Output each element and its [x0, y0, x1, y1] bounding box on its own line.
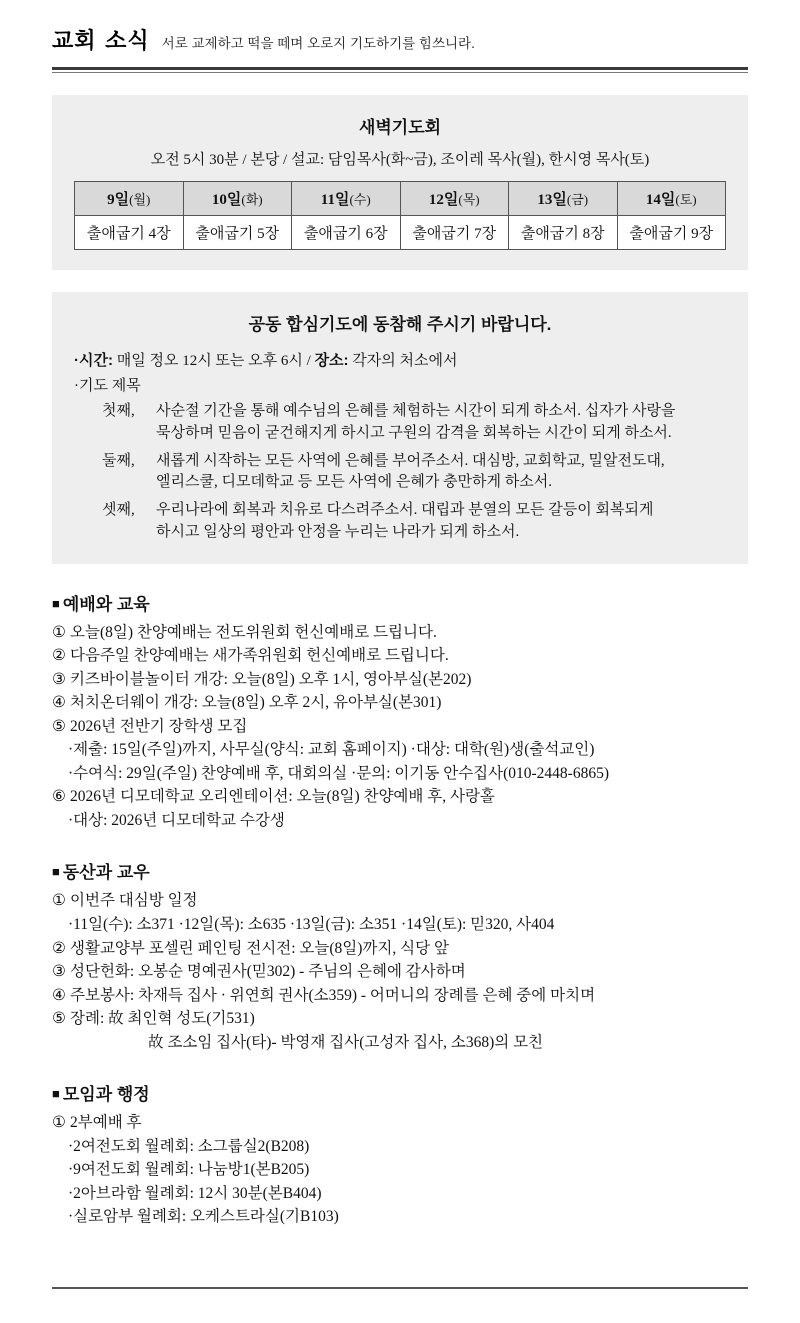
dawn-day-header: 12일(목): [400, 182, 509, 216]
square-bullet-icon: ■: [52, 864, 60, 880]
list-subitem: [52, 738, 748, 762]
prayer-topic: [74, 500, 726, 544]
list-item: [52, 1007, 748, 1031]
time-value: 매일 정오 12시 또는 오후 6시 /: [112, 353, 315, 369]
dawn-reading-cell: 출애굽기 6장: [292, 216, 401, 250]
joint-prayer-time-row: [74, 349, 726, 370]
section-heading: [52, 1080, 748, 1105]
list-text: 생활교양부 포셀린 페인팅 전시전: 오늘(8일)까지, 식당 앞: [70, 939, 449, 957]
prayer-topic-label: 둘째,: [102, 452, 135, 469]
list-item: [52, 960, 748, 984]
header-divider: [52, 67, 748, 70]
table-header-row: [75, 182, 726, 216]
prayer-topic-line: 새롭게 시작하는 모든 사역에 은혜를 부어주소서. 대심방, 교회학교, 밀알전도대,: [156, 452, 665, 469]
prayer-topic-line: 우리나라에 회복과 치유로 다스려주소서. 대립과 분열의 모든 갈등이 회복되게: [156, 502, 654, 518]
section-heading: [52, 590, 748, 615]
prayer-topic-line: 사순절 기간을 통해 예수님의 은혜를 체험하는 시간이 되게 하소서. 십자가 사랑을: [156, 403, 676, 419]
dawn-prayer-title: 새벽기도회: [358, 118, 442, 137]
dawn-day-header: 9일(월): [75, 182, 184, 216]
list-text: 성단헌화: 오봉순 명예권사(믿302) - 주님의 은혜에 감사하며: [70, 963, 466, 981]
dawn-reading-cell: 출애굽기 5장: [183, 216, 292, 250]
table-row: [75, 216, 726, 250]
section-heading: [52, 858, 748, 883]
page-subtitle: 서로 교제하고 떡을 떼며 오로지 기도하기를 힘쓰니라.: [161, 36, 475, 51]
list-text: ·2아브라함 월례회: 12시 30분(본B404): [68, 1184, 322, 1202]
list-item: [52, 1111, 748, 1135]
square-bullet-icon: ■: [52, 595, 60, 611]
list-subitem: [52, 1182, 748, 1206]
joint-prayer-title: 공동 합심기도에 동참해 주시기 바랍니다.: [248, 315, 552, 334]
prayer-topic-line: 엘리스쿨, 디모데학교 등 모든 사역에 은혜가 충만하게 하소서.: [156, 474, 553, 491]
list-item: [52, 889, 748, 913]
list-number: ①: [52, 1114, 66, 1132]
prayer-topic-label: 셋째,: [102, 502, 135, 518]
list-text: 故 조소임 집사(타)- 박영재 집사(고성자 집사, 소368)의 모친: [148, 1033, 544, 1051]
prayer-topic-text: [156, 500, 726, 544]
list-item: [52, 984, 748, 1008]
prayer-topic-line: 하시고 일상의 평안과 안정을 누리는 나라가 되게 하소서.: [156, 523, 520, 540]
list-number: ⑥: [52, 788, 66, 806]
dawn-day-header: 14일(토): [617, 182, 726, 216]
square-bullet-icon: ■: [52, 1086, 60, 1102]
list-item: [52, 668, 748, 692]
prayer-topic: [74, 401, 726, 445]
list-item: [52, 715, 748, 739]
list-number: ④: [52, 986, 66, 1004]
list-subitem: [52, 762, 748, 786]
joint-prayer-panel: [52, 292, 748, 564]
list-text: ·9여전도회 월례회: 나눔방1(본B205): [68, 1161, 310, 1179]
list-item: [52, 691, 748, 715]
prayer-topic-text: [156, 401, 726, 445]
dawn-day-header: 13일(금): [509, 182, 618, 216]
list-number: ②: [52, 647, 66, 665]
prayer-topic-text: [156, 451, 726, 495]
section-community: [52, 858, 748, 1054]
list-text: 2026년 디모데학교 오리엔테이션: 오늘(8일) 찬양예배 후, 사랑홀: [70, 788, 495, 806]
prayer-topic-label: 첫째,: [102, 403, 135, 419]
list-text: ·실로암부 월례회: 오케스트라실(기B103): [68, 1208, 339, 1226]
dawn-day-header: 11일(수): [292, 182, 401, 216]
dawn-day-header: 10일(화): [183, 182, 292, 216]
list-item: [52, 785, 748, 809]
list-item: [52, 621, 748, 645]
header-divider-thin: [52, 72, 748, 73]
dawn-reading-cell: 출애굽기 4장: [75, 216, 184, 250]
list-text: ·11일(수): 소371 ·12일(목): 소635 ·13일(금): 소351 ·14일(토): 믿320, 사404: [68, 915, 555, 933]
list-text: 다음주일 찬양예배는 새가족위원회 헌신예배로 드립니다.: [70, 647, 449, 665]
page-title: 교회 소식: [52, 29, 150, 54]
dawn-prayer-info: 오전 5시 30분 / 본당 / 설교: 담임목사(화~금), 조이레 목사(월), 한시영 목사(토): [150, 152, 650, 168]
section-heading-text: 예배와 교육: [62, 594, 150, 614]
list-number: ④: [52, 694, 66, 712]
dawn-reading-cell: 출애굽기 9장: [617, 216, 726, 250]
joint-prayer-topic-label: ·기도 제목: [74, 378, 141, 394]
footer-divider: [52, 1287, 748, 1289]
list-number: ⑤: [52, 717, 66, 735]
list-text: 키즈바이블놀이터 개강: 오늘(8일) 오후 1시, 영아부실(본202): [70, 670, 472, 688]
list-number: ①: [52, 623, 66, 641]
list-text: 이번주 대심방 일정: [70, 892, 198, 910]
list-number: ⑤: [52, 1010, 66, 1028]
section-heading-text: 모임과 행정: [62, 1085, 150, 1105]
list-subitem: [52, 1135, 748, 1159]
list-text: 2부예배 후: [70, 1114, 142, 1132]
list-text: 오늘(8일) 찬양예배는 전도위원회 헌신예배로 드립니다.: [70, 623, 437, 641]
list-text: 처치온더웨이 개강: 오늘(8일) 오후 2시, 유아부실(본301): [70, 694, 442, 712]
list-number: ②: [52, 939, 66, 957]
list-number: ③: [52, 963, 66, 981]
section-heading-text: 동산과 교우: [62, 863, 150, 883]
list-text: ·제출: 15일(주일)까지, 사무실(양식: 교회 홈페이지) ·대상: 대학(원)생(출석교인): [68, 741, 595, 759]
list-subitem: [52, 1158, 748, 1182]
list-subitem: [52, 913, 748, 937]
dawn-prayer-table: [74, 181, 726, 250]
place-label: 장소:: [314, 352, 349, 369]
list-text: 주보봉사: 차재득 집사 · 위연희 권사(소359) - 어머니의 장례를 은혜 중에 마치며: [70, 986, 596, 1004]
prayer-topic: [74, 451, 726, 495]
list-subitem: [52, 809, 748, 833]
list-number: ①: [52, 892, 66, 910]
list-subitem: [52, 1205, 748, 1229]
list-text: ·2여전도회 월례회: 소그룹실2(B208): [68, 1137, 310, 1155]
list-subitem: [52, 1031, 748, 1055]
list-number: ③: [52, 670, 66, 688]
list-text: 2026년 전반기 장학생 모집: [70, 717, 248, 735]
list-text: ·대상: 2026년 디모데학교 수강생: [68, 811, 285, 829]
list-item: [52, 644, 748, 668]
page-header: [52, 0, 748, 55]
list-text: ·수여식: 29일(주일) 찬양예배 후, 대회의실 ·문의: 이기동 안수집사(010-2448-6865): [68, 764, 610, 782]
dawn-reading-cell: 출애굽기 8장: [509, 216, 618, 250]
place-value: 각자의 처소에서: [348, 353, 458, 369]
prayer-topic-line: 묵상하며 믿음이 굳건해지게 하시고 구원의 감격을 회복하는 시간이 되게 하소서.: [156, 424, 672, 441]
dawn-prayer-panel: [52, 95, 748, 270]
dawn-reading-cell: 출애굽기 7장: [400, 216, 509, 250]
list-item: [52, 937, 748, 961]
section-worship-education: [52, 590, 748, 833]
section-meetings-admin: [52, 1080, 748, 1229]
list-text: 장례: 故 최인혁 성도(기531): [70, 1010, 255, 1028]
time-label: ·시간:: [74, 352, 113, 369]
